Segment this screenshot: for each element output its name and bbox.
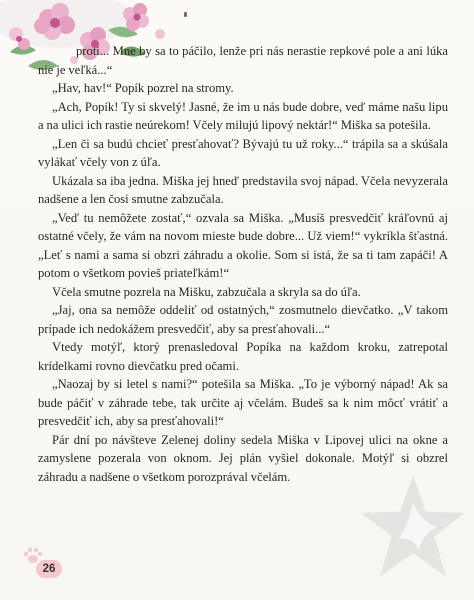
paragraph: Vtedy motýľ, ktorý prenasledoval Popíka na každom kroku, zatrepotal krídelkami rovno dievčatku pred očami. [38,340,448,373]
paragraph: Pár dní po návšteve Zelenej doliny sedela Miška v Lipovej ulici na okne a zamyslene pozerala von oknom. Jej plán vyšiel dokonale. Motýľ si obzrel záhradu a nadšene o všetkom porozprával včelám. [38,432,448,484]
paragraph: „Veď tu nemôžete zostať,“ ozvala sa Miška. „Musíš presvedčiť kráľovnú aj ostatné včely, že vám na novom mieste bude dobre... Už viem!“ vykríkla šťastná. „Leť s nami a sama si obzri záhradu a okolie. Som si istá, že sa ti tam zapáči! A potom o všetkom povieš priateľkám!“ [38,210,448,280]
paragraph: „Hav, hav!“ Popík pozrel na stromy. [52,81,234,95]
paragraph: „Len či sa budú chcieť presťahovať? Bývajú tu už roky...“ trápila sa a skúšala vylákať včely von z úľa. [38,136,448,169]
paragraph: „Jaj, ona sa nemôže oddeliť od ostatných,“ zosmutnelo dievčatko. „V takom prípade ich nedokážem presvedčiť, aby sa presťahovali...“ [38,303,448,336]
paragraph: proti... Mne by sa to páčilo, lenže pri nás nerastie repkové pole a ani lúka nie je veľká...“ [38,44,448,77]
paragraph: „Ach, Popík! Ty si skvelý! Jasné, že im u nás bude dobre, veď máme našu lipu a na ulici ich rastie neúrekom! Včely milujú lipový nektár!“ Miška sa potešila. [38,99,448,132]
page-mark [184,12,187,17]
paragraph: „Naozaj by si letel s nami?“ potešila sa Miška. „To je výborný nápad! Ak sa bude páčiť v záhrade tebe, tak určite aj včelám. Budeš sa k nim môcť vrátiť a presvedčiť ich, aby sa presťahovali!“ [38,377,448,428]
paragraph: Včela smutne pozrela na Mišku, zabzučala a skryla sa do úľa. [52,284,361,299]
story-text [38,42,448,486]
star-watermark-icon [354,468,472,586]
paragraph: Ukázala sa iba jedna. Miška jej hneď predstavila svoj nápad. Včela nevyzerala nadšene a len čosi smutne zabzučala. [38,173,448,206]
page-number: 26 [36,560,62,578]
